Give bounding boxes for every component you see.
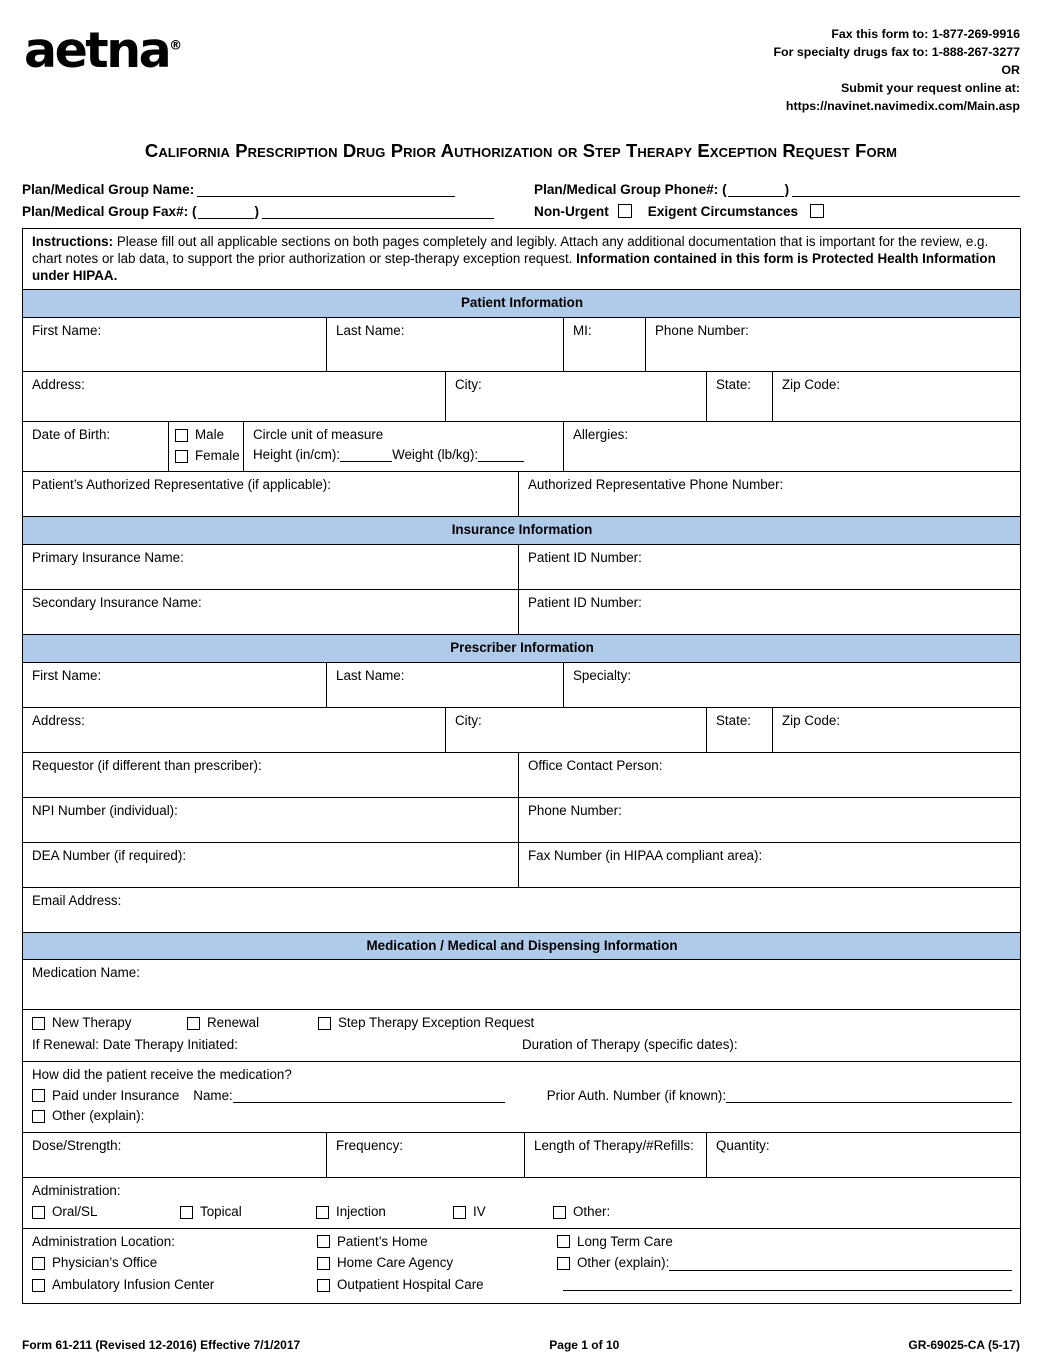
patient-first-name-cell[interactable] — [23, 318, 327, 372]
prior-auth-number-input[interactable] — [726, 1089, 1012, 1103]
loc-outpatient-hospital-checkbox[interactable] — [317, 1279, 330, 1292]
frequency-cell[interactable] — [327, 1133, 525, 1178]
length-of-therapy-label: Length of Therapy/#Refills: — [534, 1138, 694, 1153]
medication-name-row — [23, 960, 1021, 1010]
circle-unit-label: Circle unit of measure — [253, 427, 384, 442]
plan-group-name-label: Plan/Medical Group Name: — [22, 182, 195, 198]
admin-oral-sl-label: Oral/SL — [52, 1203, 98, 1219]
email-label: Email Address: — [32, 892, 122, 908]
loc-ambulatory-infusion-checkbox[interactable] — [32, 1279, 45, 1292]
loc-other-input-line-2[interactable] — [563, 1277, 1012, 1291]
paid-under-insurance-line — [32, 1088, 1012, 1105]
patient-last-name-cell[interactable] — [327, 318, 564, 372]
paid-under-insurance-label: Paid under Insurance — [52, 1087, 180, 1103]
footer-page-number: Page 1 of 10 — [549, 1338, 620, 1352]
patient-address-row — [23, 372, 1021, 422]
secondary-insurance-label: Secondary Insurance Name: — [32, 594, 202, 610]
weight-input[interactable] — [478, 448, 524, 462]
secondary-patient-id-label: Patient ID Number: — [528, 594, 642, 610]
prescriber-city-label: City: — [455, 712, 482, 728]
plan-group-row-1 — [22, 182, 1020, 197]
requestor-label: Requestor (if different than prescriber): — [32, 757, 262, 773]
patient-zip-cell[interactable] — [773, 372, 1021, 422]
urgency-options — [534, 204, 1020, 219]
admin-iv-checkbox[interactable] — [453, 1206, 466, 1219]
step-therapy-checkbox[interactable] — [318, 1017, 331, 1030]
loc-physicians-office-label: Physician’s Office — [52, 1255, 158, 1271]
how-received-other-checkbox[interactable] — [32, 1110, 45, 1123]
fax-instructions-block — [600, 26, 1020, 116]
office-contact-cell[interactable] — [519, 752, 1021, 797]
dose-row — [23, 1133, 1021, 1178]
secondary-insurance-row — [23, 589, 1021, 634]
instructions-cell — [23, 229, 1021, 290]
paid-under-insurance-option[interactable] — [32, 1088, 179, 1105]
new-therapy-checkbox[interactable] — [32, 1017, 45, 1030]
instructions-body: Please fill out all applicable sections on both pages completely and legibly. Attach any additional documentation that is important for the review, e.g. chart notes or lab data, to support the prior authorization or step-therapy exception request. — [32, 234, 989, 266]
gender-male-option[interactable] — [175, 427, 235, 444]
prescriber-address-label: Address: — [32, 712, 85, 728]
therapy-type-options — [32, 1015, 1012, 1032]
loc-physicians-office-option[interactable] — [32, 1255, 317, 1272]
prescriber-address-row — [23, 707, 1021, 752]
gender-female-label: Female — [195, 447, 240, 463]
patient-mi-cell[interactable] — [564, 318, 646, 372]
plan-group-fax-areacode-input[interactable] — [198, 206, 254, 219]
plan-group-row-2 — [22, 204, 1020, 219]
gender-female-checkbox[interactable] — [175, 450, 188, 463]
how-received-row — [23, 1061, 1021, 1132]
patient-allergies-cell[interactable] — [564, 422, 1021, 472]
fax-line-url: https://navinet.navimedix.com/Main.asp — [785, 98, 1020, 113]
loc-other-checkbox[interactable] — [557, 1257, 570, 1270]
primary-patient-id-label: Patient ID Number: — [528, 549, 642, 565]
administration-options — [32, 1204, 1012, 1221]
patient-phone-cell[interactable] — [646, 318, 1021, 372]
loc-home-care-agency-option[interactable] — [317, 1255, 557, 1272]
gender-male-label: Male — [195, 427, 225, 442]
plan-group-fax-field[interactable] — [22, 204, 534, 219]
admin-topical-label: Topical — [200, 1203, 242, 1219]
admin-injection-checkbox[interactable] — [316, 1206, 329, 1219]
loc-ambulatory-infusion-label: Ambulatory Infusion Center — [52, 1277, 215, 1292]
plan-group-name-field[interactable] — [22, 182, 534, 197]
fax-line-online: Submit your request online at: — [841, 80, 1020, 95]
admin-topical-option[interactable] — [180, 1204, 316, 1221]
new-therapy-label: New Therapy — [52, 1015, 132, 1031]
patient-address-cell[interactable] — [23, 372, 446, 422]
exigent-circumstances-label: Exigent Circumstances — [647, 204, 799, 220]
loc-other-label: Other (explain): — [577, 1255, 670, 1271]
page-footer — [22, 1338, 1020, 1352]
admin-location-column-3 — [557, 1234, 1012, 1294]
how-received-other-option[interactable] — [32, 1108, 1012, 1125]
loc-patients-home-checkbox[interactable] — [317, 1235, 330, 1248]
patient-auth-rep-phone-cell[interactable] — [519, 472, 1021, 517]
loc-home-care-agency-label: Home Care Agency — [337, 1255, 454, 1271]
loc-outpatient-hospital-label: Outpatient Hospital Care — [337, 1277, 484, 1292]
quantity-label: Quantity: — [716, 1138, 770, 1153]
step-therapy-option[interactable] — [318, 1015, 534, 1032]
date-therapy-initiated-label: If Renewal: Date Therapy Initiated: — [32, 1037, 238, 1052]
admin-location-grid — [32, 1234, 1012, 1294]
prescriber-first-name-label: First Name: — [32, 667, 102, 683]
patient-first-name-label: First Name: — [32, 323, 102, 338]
admin-injection-label: Injection — [336, 1203, 386, 1219]
patient-last-name-label: Last Name: — [336, 323, 405, 338]
admin-injection-option[interactable] — [316, 1204, 453, 1221]
npi-label: NPI Number (individual): — [32, 802, 178, 818]
insurance-name-label: Name: — [193, 1087, 233, 1103]
prescriber-information-band: Prescriber Information — [23, 634, 1021, 662]
fax-line-or: OR — [1001, 62, 1020, 77]
loc-other-option[interactable] — [557, 1255, 1012, 1272]
paid-under-insurance-checkbox[interactable] — [32, 1089, 45, 1102]
patient-dob-label: Date of Birth: — [32, 427, 111, 442]
administration-row — [23, 1178, 1021, 1229]
new-therapy-option[interactable] — [32, 1015, 187, 1032]
administration-label: Administration: — [32, 1183, 121, 1198]
secondary-patient-id-cell[interactable] — [519, 589, 1021, 634]
loc-other-line-2 — [557, 1277, 1012, 1291]
prescriber-state-label: State: — [716, 712, 751, 728]
page-title: California Prescription Drug Prior Authorization or Step Therapy Exception Request Form — [144, 140, 898, 161]
patient-auth-rep-row — [23, 472, 1021, 517]
patient-mi-label: MI: — [573, 323, 592, 338]
primary-insurance-label: Primary Insurance Name: — [32, 549, 184, 565]
footer-document-code: GR-69025-CA (5-17) — [908, 1338, 1020, 1352]
npi-cell[interactable] — [23, 797, 519, 842]
patient-gender-cell — [169, 422, 244, 472]
fax-line-2: For specialty drugs fax to: 1-888-267-3277 — [773, 44, 1020, 59]
footer-form-number: Form 61-211 (Revised 12-2016) Effective 7/1/2017 — [22, 1338, 301, 1352]
patient-address-label: Address: — [32, 377, 85, 392]
dea-row — [23, 842, 1021, 887]
renewal-label: Renewal — [207, 1015, 260, 1031]
plan-group-phone-input[interactable] — [792, 182, 1020, 197]
medication-name-cell[interactable] — [23, 960, 1021, 1010]
patient-phone-label: Phone Number: — [655, 323, 749, 338]
how-received-cell — [23, 1061, 1021, 1132]
plan-group-phone-label: Plan/Medical Group Phone#: ( — [534, 182, 727, 198]
therapy-type-cell — [23, 1010, 1021, 1062]
prescriber-last-name-label: Last Name: — [336, 667, 405, 683]
patient-name-row — [23, 318, 1021, 372]
office-contact-label: Office Contact Person: — [528, 757, 663, 773]
administration-location-label: Administration Location: — [32, 1233, 175, 1249]
prior-auth-number-label: Prior Auth. Number (if known): — [546, 1087, 727, 1103]
height-input[interactable] — [340, 448, 392, 462]
loc-long-term-care-label: Long Term Care — [577, 1233, 673, 1249]
requestor-row — [23, 752, 1021, 797]
patient-auth-rep-cell[interactable] — [23, 472, 519, 517]
non-urgent-label: Non-Urgent — [534, 204, 609, 220]
plan-group-fax-input[interactable] — [262, 204, 494, 219]
renewal-option[interactable] — [187, 1015, 318, 1032]
medication-name-label: Medication Name: — [32, 965, 140, 981]
fax-line-1: Fax this form to: 1-877-269-9916 — [831, 27, 1020, 41]
aetna-logo — [24, 22, 183, 79]
admin-location-column-1 — [32, 1234, 317, 1294]
plan-group-name-input[interactable] — [197, 182, 455, 197]
primary-insurance-row — [23, 544, 1021, 589]
patient-allergies-label: Allergies: — [573, 427, 629, 442]
insurance-information-band: Insurance Information — [23, 517, 1021, 545]
page-masthead — [22, 0, 1020, 118]
admin-location-column-2 — [317, 1234, 557, 1294]
loc-outpatient-hospital-option[interactable] — [317, 1277, 557, 1294]
email-cell[interactable] — [23, 887, 1021, 932]
loc-patients-home-option[interactable] — [317, 1234, 557, 1251]
dea-cell[interactable] — [23, 842, 519, 887]
loc-long-term-care-option[interactable] — [557, 1234, 1012, 1251]
administration-location-cell — [23, 1228, 1021, 1303]
gender-female-option[interactable] — [175, 447, 240, 465]
patient-state-cell[interactable] — [707, 372, 773, 422]
gender-male-checkbox[interactable] — [175, 429, 188, 442]
prescriber-specialty-label: Specialty: — [573, 667, 632, 683]
loc-long-term-care-checkbox[interactable] — [557, 1235, 570, 1248]
instructions-row — [23, 229, 1021, 290]
prescriber-city-cell[interactable] — [446, 707, 707, 752]
plan-group-phone-areacode-input[interactable] — [728, 184, 784, 197]
weight-label: Weight (lb/kg): — [392, 446, 479, 462]
patient-zip-label: Zip Code: — [782, 377, 841, 392]
length-of-therapy-cell[interactable] — [525, 1133, 707, 1178]
duration-of-therapy-label: Duration of Therapy (specific dates): — [522, 1037, 738, 1052]
prescriber-address-cell[interactable] — [23, 707, 446, 752]
medication-section-band-row — [23, 932, 1021, 960]
how-received-question: How did the patient receive the medication? — [32, 1066, 292, 1082]
dose-strength-cell[interactable] — [23, 1133, 327, 1178]
patient-measure-cell — [244, 422, 564, 472]
npi-row — [23, 797, 1021, 842]
logo-wordmark: aetna — [24, 22, 170, 79]
patient-state-label: State: — [716, 377, 751, 392]
administration-cell — [23, 1178, 1021, 1229]
prescriber-phone-label: Phone Number: — [528, 802, 622, 818]
loc-physicians-office-checkbox[interactable] — [32, 1257, 45, 1270]
therapy-type-row — [23, 1010, 1021, 1062]
quantity-cell[interactable] — [707, 1133, 1021, 1178]
prescriber-fax-label: Fax Number (in HIPAA compliant area): — [528, 847, 763, 863]
insurance-section-band-row — [23, 517, 1021, 545]
prescriber-specialty-cell[interactable] — [564, 662, 1021, 707]
plan-group-fax-paren-close: ) — [254, 204, 260, 220]
patient-city-label: City: — [455, 377, 482, 392]
patient-city-cell[interactable] — [446, 372, 707, 422]
prescriber-last-name-cell[interactable] — [327, 662, 564, 707]
insurance-name-input[interactable] — [233, 1089, 505, 1103]
primary-insurance-cell[interactable] — [23, 544, 519, 589]
admin-other-option[interactable] — [553, 1204, 610, 1221]
prescriber-name-row — [23, 662, 1021, 707]
admin-oral-sl-option[interactable] — [32, 1204, 180, 1221]
prescriber-first-name-cell[interactable] — [23, 662, 327, 707]
prescriber-phone-cell[interactable] — [519, 797, 1021, 842]
plan-group-phone-field[interactable] — [534, 182, 1020, 197]
dose-strength-label: Dose/Strength: — [32, 1138, 122, 1153]
patient-auth-rep-phone-label: Authorized Representative Phone Number: — [528, 477, 784, 492]
administration-location-row — [23, 1228, 1021, 1303]
admin-topical-checkbox[interactable] — [180, 1206, 193, 1219]
loc-ambulatory-infusion-option[interactable] — [32, 1277, 317, 1294]
secondary-insurance-cell[interactable] — [23, 589, 519, 634]
exigent-circumstances-checkbox[interactable] — [810, 204, 824, 218]
instructions-lead: Instructions: — [32, 234, 114, 249]
instructions-emphasis: Information contained in this form is Protected Health Information under HIPAA. — [32, 250, 996, 283]
patient-information-band: Patient Information — [23, 290, 1021, 318]
patient-auth-rep-label: Patient’s Authorized Representative (if applicable): — [32, 477, 331, 492]
main-form-table — [22, 228, 1021, 1304]
admin-iv-option[interactable] — [453, 1204, 553, 1221]
prescriber-zip-cell[interactable] — [773, 707, 1021, 752]
height-label: Height (in/cm): — [253, 446, 341, 462]
primary-patient-id-cell[interactable] — [519, 544, 1021, 589]
admin-other-label: Other: — [573, 1203, 611, 1219]
requestor-cell[interactable] — [23, 752, 519, 797]
prescriber-fax-cell[interactable] — [519, 842, 1021, 887]
loc-patients-home-label: Patient’s Home — [337, 1233, 428, 1249]
email-row — [23, 887, 1021, 932]
patient-dob-row — [23, 422, 1021, 472]
frequency-label: Frequency: — [336, 1138, 403, 1153]
duration-of-therapy-field[interactable] — [522, 1037, 738, 1054]
medication-information-band: Medication / Medical and Dispensing Information — [23, 932, 1021, 960]
step-therapy-label: Step Therapy Exception Request — [338, 1015, 535, 1031]
dea-label: DEA Number (if required): — [32, 847, 187, 863]
how-received-other-label: Other (explain): — [52, 1108, 145, 1124]
admin-oral-sl-checkbox[interactable] — [32, 1206, 45, 1219]
height-weight-line[interactable] — [253, 447, 555, 464]
admin-iv-label: IV — [473, 1203, 486, 1219]
plan-group-phone-paren-close: ) — [784, 182, 790, 198]
plan-group-fax-label: Plan/Medical Group Fax#: ( — [22, 204, 197, 220]
patient-section-band-row — [23, 290, 1021, 318]
admin-other-checkbox[interactable] — [553, 1206, 566, 1219]
date-therapy-initiated-field[interactable] — [32, 1037, 522, 1054]
prescriber-zip-label: Zip Code: — [782, 712, 841, 728]
prescriber-section-band-row — [23, 634, 1021, 662]
renewal-checkbox[interactable] — [187, 1017, 200, 1030]
non-urgent-checkbox[interactable] — [618, 204, 632, 218]
renewal-dates-line — [32, 1037, 1012, 1054]
loc-home-care-agency-checkbox[interactable] — [317, 1257, 330, 1270]
registered-trademark-icon: ® — [169, 38, 183, 54]
plan-group-fields — [22, 182, 1020, 219]
patient-dob-cell[interactable] — [23, 422, 169, 472]
loc-other-input-line-1[interactable] — [669, 1257, 1012, 1271]
prescriber-state-cell[interactable] — [707, 707, 773, 752]
